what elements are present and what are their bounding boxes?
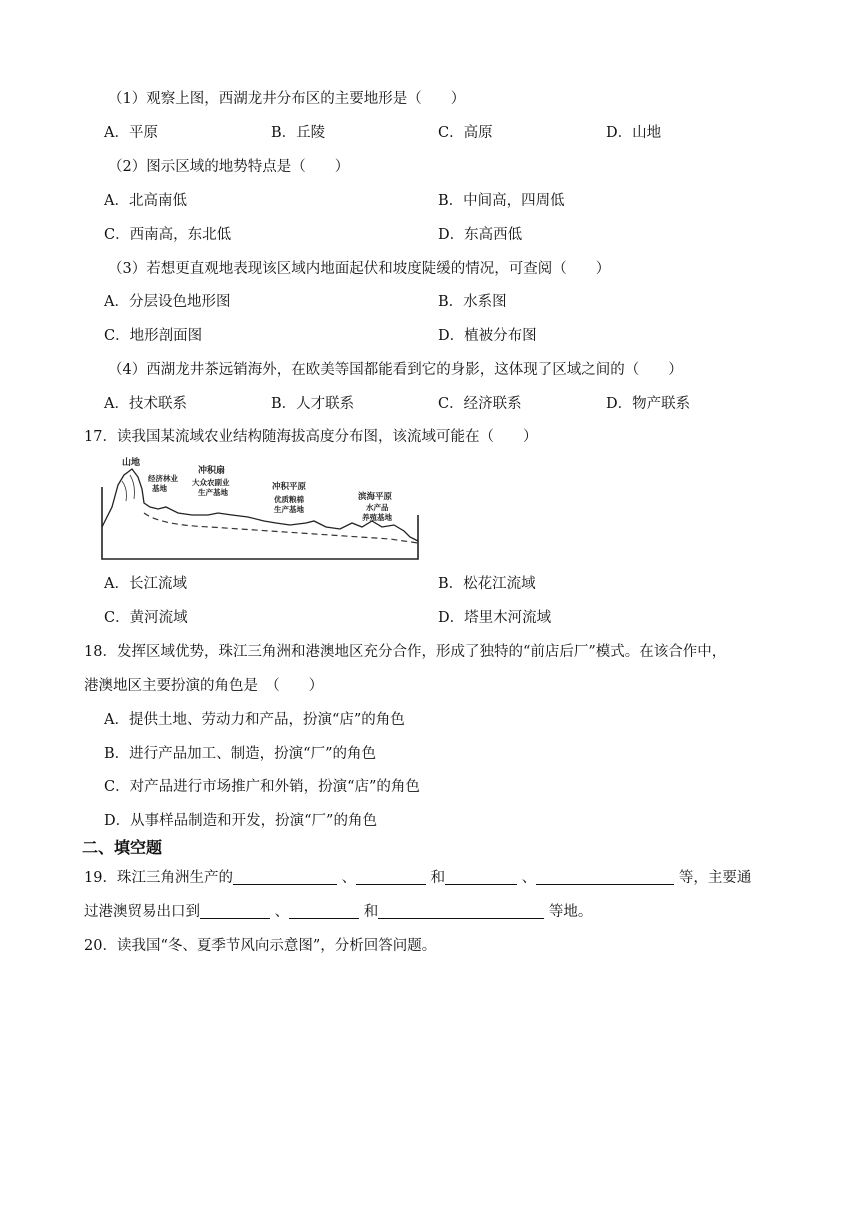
q16-sub2-option-c: C．西南高，东北低	[104, 227, 232, 243]
label-mountain: 山地	[122, 458, 141, 468]
q17-option-c: C．黄河流域	[104, 610, 188, 626]
q19-sep-2: 、	[521, 870, 537, 886]
label-3-line1: 优质粮棉	[274, 495, 304, 504]
q19-blank-3[interactable]	[445, 869, 517, 885]
q18-stem-line2: 港澳地区主要扮演的角色是 （ ）	[84, 678, 324, 694]
q19-blank-2[interactable]	[356, 869, 426, 885]
label-2-line2: 生产基地	[198, 488, 228, 497]
label-4-line1: 水产品	[366, 503, 389, 512]
q19-line1	[84, 868, 751, 888]
q17-option-a: A．长江流域	[104, 576, 187, 592]
q16-sub4-option-b: B．人才联系	[271, 396, 355, 412]
q19-text-end-1: 等，主要通	[678, 870, 752, 886]
q17-stem: 17．读我国某流域农业结构随海拔高度分布图，该流域可能在（ ）	[84, 429, 538, 445]
q16-sub2-option-a: A．北高南低	[104, 193, 187, 209]
q19-blank-7[interactable]	[378, 903, 544, 919]
q18-option-c: C．对产品进行市场推广和外销，扮演“店”的角色	[104, 779, 420, 795]
label-4-title: 滨海平原	[358, 492, 393, 502]
q16-sub1-option-b: B．丘陵	[271, 125, 326, 141]
q19-blank-1[interactable]	[233, 869, 337, 885]
label-1-line1: 经济林业	[148, 474, 178, 483]
q16-sub1-option-d: D．山地	[606, 125, 662, 141]
q16-sub1-option-a: A．平原	[104, 125, 158, 141]
q18-option-d: D．从事样品制造和开发，扮演“厂”的角色	[104, 813, 377, 829]
q16-sub4-option-a: A．技术联系	[104, 396, 187, 412]
section-heading-fill-in: 二、填空题	[82, 838, 163, 857]
label-1-line2: 基地	[152, 484, 167, 493]
q16-sub1-option-c: C．高原	[438, 125, 493, 141]
label-4-line2: 养殖基地	[362, 513, 392, 522]
q16-sub1-stem: （1）观察上图，西湖龙井分布区的主要地形是（ ）	[108, 91, 466, 107]
q18-option-a: A．提供土地、劳动力和产品，扮演“店”的角色	[104, 712, 405, 728]
q16-sub3-option-a: A．分层设色地形图	[104, 294, 231, 310]
q17-option-d: D．塔里木河流域	[438, 610, 552, 626]
q20-stem: 20．读我国“冬、夏季节风向示意图”，分析回答问题。	[84, 938, 437, 954]
q19-line2	[84, 902, 592, 922]
q17-option-b: B．松花江流域	[438, 576, 536, 592]
q18-option-b: B．进行产品加工、制造，扮演“厂”的角色	[104, 746, 376, 762]
q19-sep-1: 、	[341, 870, 357, 886]
label-3-line2: 生产基地	[274, 505, 304, 514]
q19-blank-4[interactable]	[536, 869, 674, 885]
mountain-hatching	[122, 475, 135, 501]
q19-and-1: 和	[430, 870, 446, 886]
q16-sub2-option-d: D．东高西低	[438, 227, 523, 243]
label-2-line1: 大众农副业	[192, 478, 230, 487]
q16-sub3-stem: （3）若想更直观地表现该区域内地面起伏和坡度陡缓的情况，可查阅（ ）	[108, 261, 611, 277]
q16-sub3-option-d: D．植被分布图	[438, 328, 537, 344]
q19-and-2: 和	[363, 904, 379, 920]
q16-sub4-option-d: D．物产联系	[606, 396, 691, 412]
agriculture-altitude-profile-diagram	[100, 455, 420, 563]
label-3-title: 冲积平原	[272, 482, 307, 492]
q19-blank-5[interactable]	[200, 903, 270, 919]
q16-sub4-option-c: C．经济联系	[438, 396, 522, 412]
q19-sep-3: 、	[274, 904, 290, 920]
label-2-title: 冲积扇	[198, 466, 226, 476]
q16-sub2-option-b: B．中间高，四周低	[438, 193, 565, 209]
q18-stem-line1: 18．发挥区域优势，珠江三角洲和港澳地区充分合作，形成了独特的“前店后厂”模式。在该合作中，	[84, 644, 727, 660]
q19-blank-6[interactable]	[289, 903, 359, 919]
q19-text-end-2: 等地。	[548, 904, 593, 920]
q16-sub2-stem: （2）图示区域的地势特点是（ ）	[108, 159, 350, 175]
q19-text-a: 19．珠江三角洲生产的	[84, 870, 233, 886]
q16-sub3-option-c: C．地形剖面图	[104, 328, 203, 344]
q16-sub4-stem: （4）西湖龙井茶远销海外，在欧美等国都能看到它的身影，这体现了区域之间的（ ）	[108, 362, 683, 378]
q19-text-b: 过港澳贸易出口到	[84, 904, 200, 920]
q16-sub3-option-b: B．水系图	[438, 294, 507, 310]
